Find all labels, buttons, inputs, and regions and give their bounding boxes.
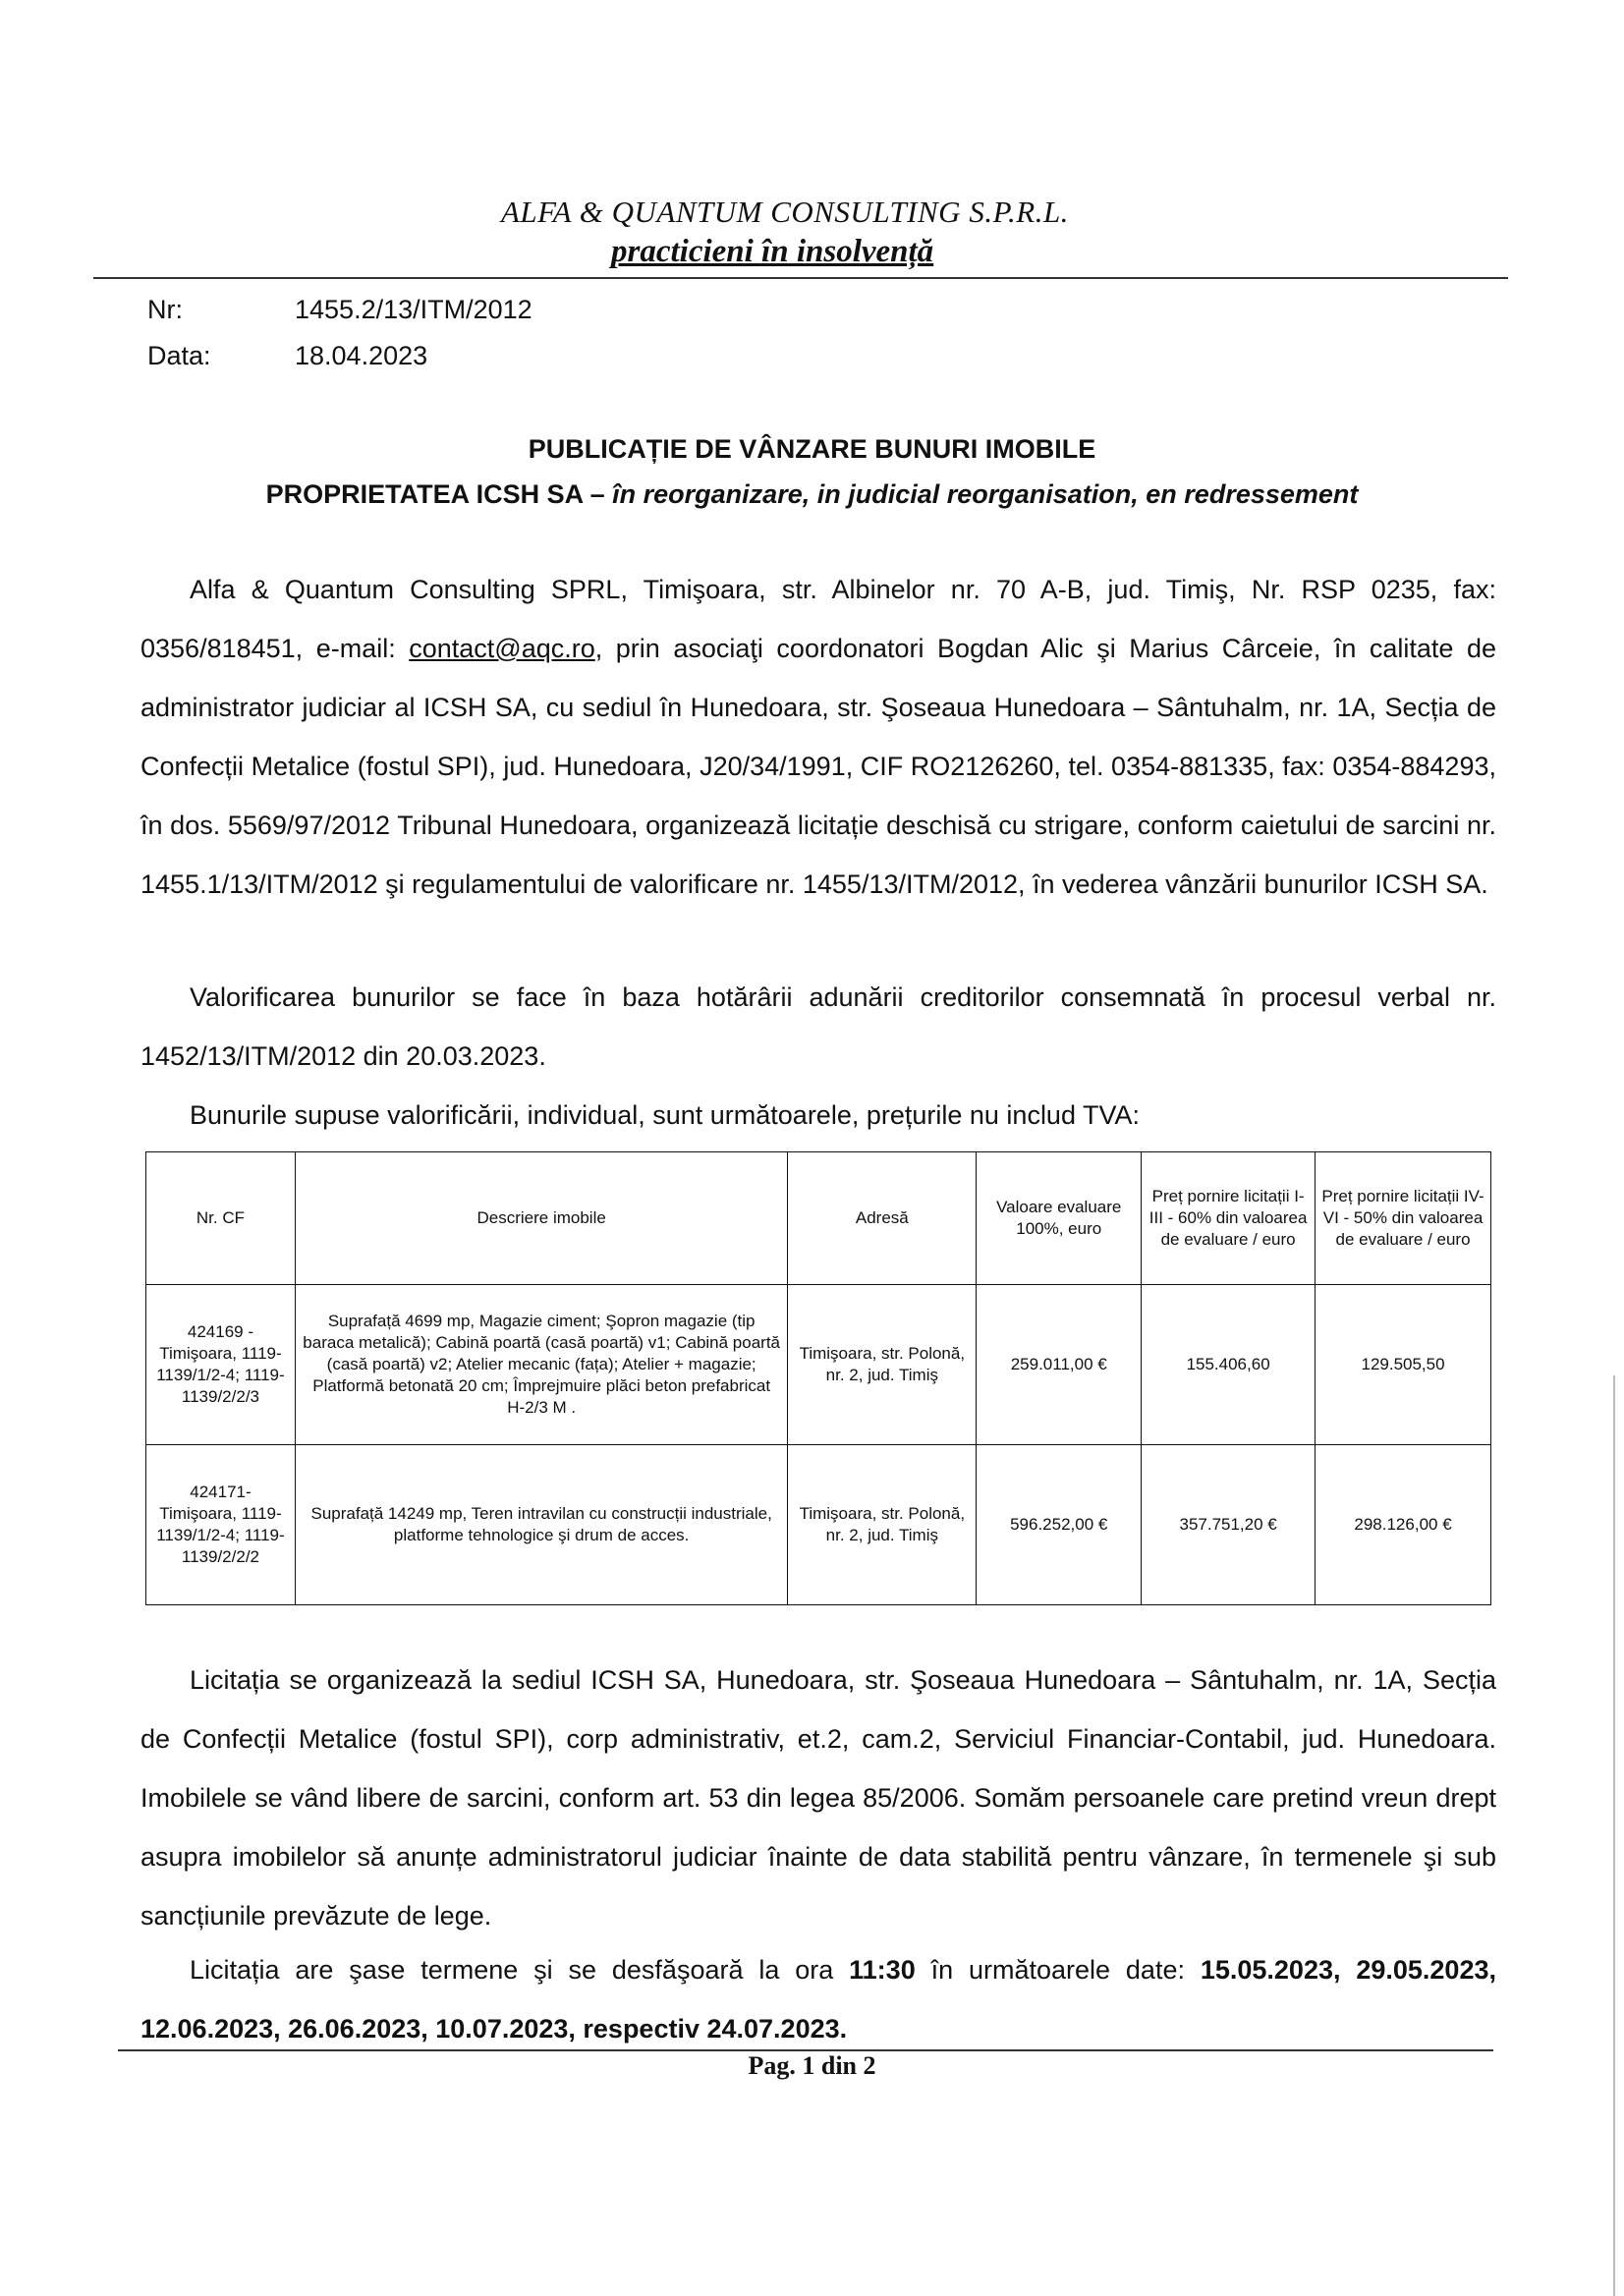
table-row xyxy=(146,1445,1491,1605)
auction-time: 11:30 xyxy=(849,1955,916,1985)
auction-location-paragraph: Licitația se organizează la sediul ICSH SA, Hunedoara, str. Şoseaua Hunedoara – Sântuhalm, nr. 1A, Secția de Confecții Metalice (fostul SPI), corp administrativ, et.2, cam.2, Serviciul Financiar-Contabil, jud. Hunedoara. Imobilele se vând libere de sarcini, conform art. 53 din legea 85/2006. Somăm persoanele care pretind vreun drept asupra imobilelor să anunțe administratorul judiciar înainte de data stabilită pentru vânzare, în termenele şi sub sancțiunile prevăzute de lege. xyxy=(140,1665,1496,1931)
subtitle-prefix: PROPRIETATEA ICSH SA – xyxy=(265,479,613,509)
table-header-row xyxy=(146,1152,1491,1285)
description-cell: Suprafață 14249 mp, Teren intravilan cu construcții industriale, platforme tehnologice şi drum de acces. xyxy=(295,1445,787,1605)
intro-text-1: Alfa & Quantum Consulting SPRL, Timişoara, str. Albinelor nr. 70 A-B, jud. Timiş, Nr. RSP 0235, fax: 0356/818451, e-mail: xyxy=(140,575,1496,663)
valuation-cell: 596.252,00 € xyxy=(977,1445,1142,1605)
nr-value: 1455.2/13/ITM/2012 xyxy=(295,295,532,324)
cf-cell: 424169 - Timişoara, 1119-1139/1/2-4; 1119-1139/2/2/3 xyxy=(146,1285,296,1445)
email-link[interactable]: contact@aqc.ro xyxy=(409,634,595,663)
publication-title: PUBLICAȚIE DE VÂNZARE BUNURI IMOBILE xyxy=(528,434,1096,464)
auction-dates-paragraph xyxy=(140,1940,1496,2058)
firm-subtitle: practicieni în insolvență xyxy=(611,234,934,269)
document-date xyxy=(147,341,427,371)
auction-dates: 15.05.2023, 29.05.2023, 12.06.2023, 26.06.2023, 10.07.2023, respectiv 24.07.2023. xyxy=(140,1955,1496,2044)
nr-label: Nr: xyxy=(147,295,183,324)
address-cell: Timişoara, str. Polonă, nr. 2, jud. Timiş xyxy=(788,1285,977,1445)
dates-text-1: Licitația are şase termene şi se desfăşoară la ora xyxy=(190,1955,850,1985)
table-header-cell: Valoare evaluare 100%, euro xyxy=(977,1152,1142,1285)
price-1-3-cell: 155.406,60 xyxy=(1142,1285,1316,1445)
scan-edge-line xyxy=(1613,1375,1615,2296)
date-label: Data: xyxy=(147,341,211,370)
intro-text-2: , prin asociaţi coordonatori Bogdan Alic şi Marius Cârceie, în calitate de administrator judiciar al ICSH SA, cu sediul în Hunedoara, str. Şoseaua Hunedoara – Sântuhalm, nr. 1A, Secția de Confecții Metalice (fostul SPI), jud. Hunedoara, J20/34/1991, CIF RO2126260, tel. 0354-881335, fax: 0354-884293, în dos. 5569/97/2012 Tribunal Hunedoara, organizează licitație deschisă cu strigare, conform caietului de sarcini nr. 1455.1/13/ITM/2012 şi regulamentului de valorificare nr. 1455/13/ITM/2012, în vederea vânzării bunurilor ICSH SA. xyxy=(140,634,1497,899)
intro-paragraph xyxy=(140,560,1496,914)
valuation-cell: 259.011,00 € xyxy=(977,1285,1142,1445)
dates-text-2: în următoarele date: xyxy=(915,1955,1201,1985)
assets-table xyxy=(145,1151,1491,1605)
table-header-cell: Adresă xyxy=(788,1152,977,1285)
price-1-3-cell: 357.751,20 € xyxy=(1142,1445,1316,1605)
table-header-cell: Preț pornire licitații IV-VI - 50% din valoarea de evaluare / euro xyxy=(1316,1152,1491,1285)
page-number: Pag. 1 din 2 xyxy=(748,2051,876,2080)
valuation-paragraph: Valorificarea bunurilor se face în baza hotărârii adunării creditorilor consemnată în procesul verbal nr. 1452/13/ITM/2012 din 20.03.2023. xyxy=(140,982,1496,1071)
table-header-cell: Descriere imobile xyxy=(295,1152,787,1285)
price-4-6-cell: 298.126,00 € xyxy=(1316,1445,1491,1605)
cf-cell: 424171- Timişoara, 1119-1139/1/2-4; 1119-1139/2/2/2 xyxy=(146,1445,296,1605)
date-value: 18.04.2023 xyxy=(295,341,428,370)
subtitle-italic: în reorganizare, in judicial reorganisation, en redressement xyxy=(612,479,1359,509)
table-header-cell: Nr. CF xyxy=(146,1152,296,1285)
assets-intro-paragraph: Bunurile supuse valorificării, individual, sunt următoarele, prețurile nu includ TVA: xyxy=(190,1100,1140,1130)
table-row xyxy=(146,1285,1491,1445)
header-divider xyxy=(93,277,1508,279)
table-header-cell: Preț pornire licitații I-III - 60% din valoarea de evaluare / euro xyxy=(1142,1152,1316,1285)
price-4-6-cell: 129.505,50 xyxy=(1316,1285,1491,1445)
description-cell: Suprafață 4699 mp, Magazie ciment; Şopron magazie (tip baraca metalică); Cabină poartă (casă poartă) v1; Cabină poartă (casă poartă) v2; Atelier mecanic (fața); Atelier + magazie; Platformă betonată 20 cm; Împrejmuire plăci beton prefabricat H-2/3 M . xyxy=(295,1285,787,1445)
address-cell: Timişoara, str. Polonă, nr. 2, jud. Timiş xyxy=(788,1445,977,1605)
publication-subtitle xyxy=(0,479,1624,510)
firm-name: ALFA & QUANTUM CONSULTING S.P.R.L. xyxy=(501,195,1069,229)
document-number xyxy=(147,295,532,325)
